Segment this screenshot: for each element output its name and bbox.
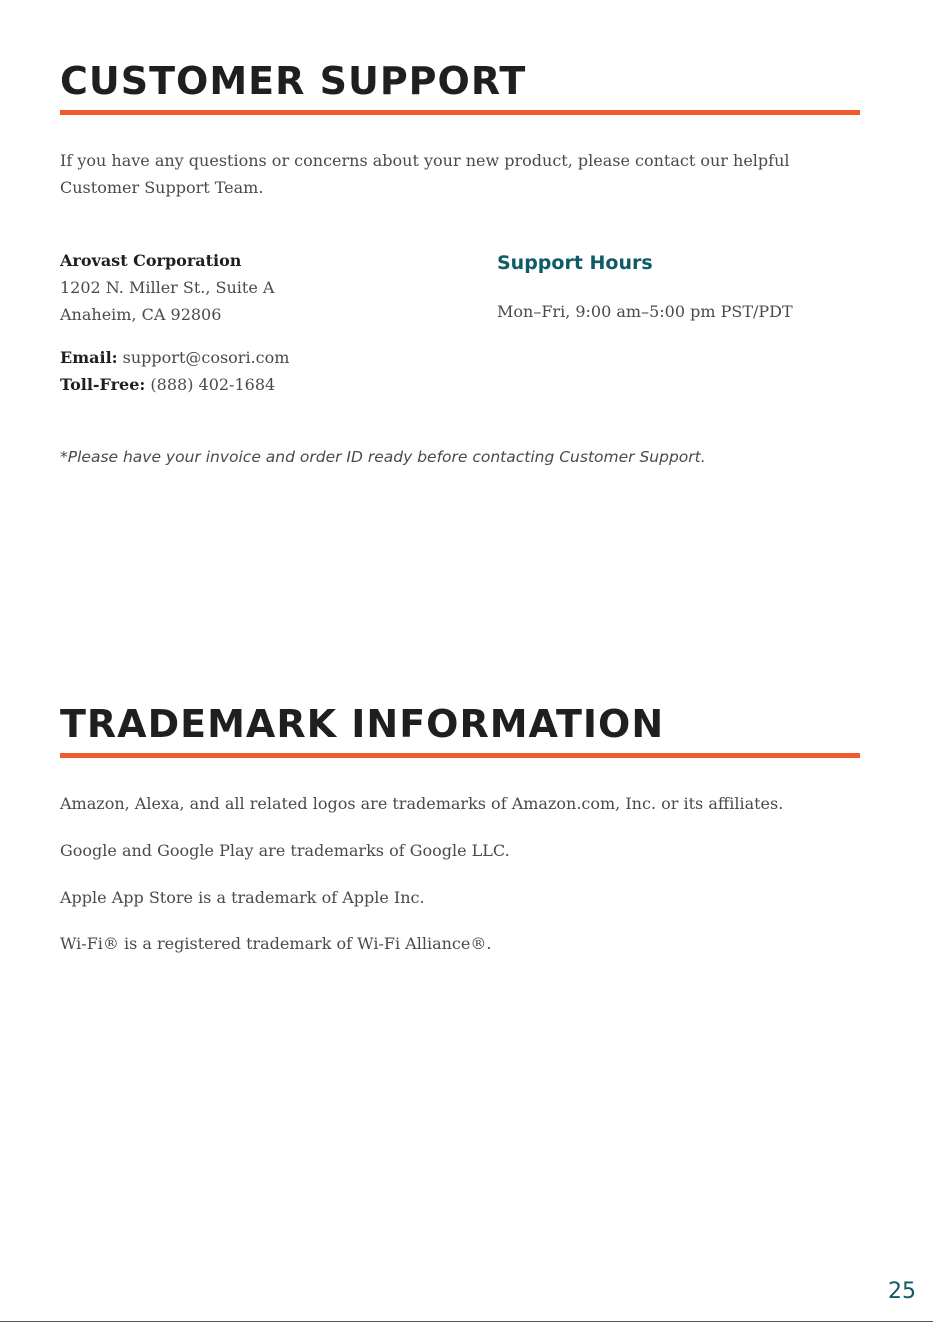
page-number: 25	[888, 1279, 916, 1304]
email-link[interactable]: support@cosori.com	[122, 348, 290, 367]
customer-support-heading: CUSTOMER SUPPORT	[60, 59, 527, 103]
company-name: Arovast Corporation	[60, 251, 242, 270]
trademark-rule	[60, 753, 860, 758]
address-line-1: 1202 N. Miller St., Suite A	[60, 278, 275, 297]
trademark-line-wifi: Wi-Fi® is a registered trademark of Wi-Fi Alliance®.	[60, 934, 492, 953]
email-row	[60, 344, 289, 371]
invoice-note: *Please have your invoice and order ID ready before contacting Customer Support.	[60, 448, 706, 466]
trademark-line-google: Google and Google Play are trademarks of Google LLC.	[60, 841, 510, 860]
tollfree-label: Toll-Free:	[60, 375, 146, 394]
support-hours-heading: Support Hours	[497, 252, 653, 274]
customer-support-rule	[60, 110, 860, 115]
support-intro-line-1: If you have any questions or concerns about your new product, please contact our helpful	[60, 151, 790, 170]
address-line-2: Anaheim, CA 92806	[60, 305, 222, 324]
trademark-line-apple: Apple App Store is a trademark of Apple Inc.	[60, 888, 425, 907]
trademark-heading: TRADEMARK INFORMATION	[60, 702, 665, 746]
tollfree-row	[60, 371, 275, 398]
page-bottom-divider	[0, 1321, 933, 1322]
trademark-line-amazon: Amazon, Alexa, and all related logos are trademarks of Amazon.com, Inc. or its affiliates.	[60, 794, 784, 813]
support-hours-value: Mon–Fri, 9:00 am–5:00 pm PST/PDT	[497, 302, 793, 321]
email-label: Email:	[60, 348, 118, 367]
tollfree-number[interactable]: (888) 402-1684	[150, 375, 276, 394]
support-intro-line-2: Customer Support Team.	[60, 178, 264, 197]
